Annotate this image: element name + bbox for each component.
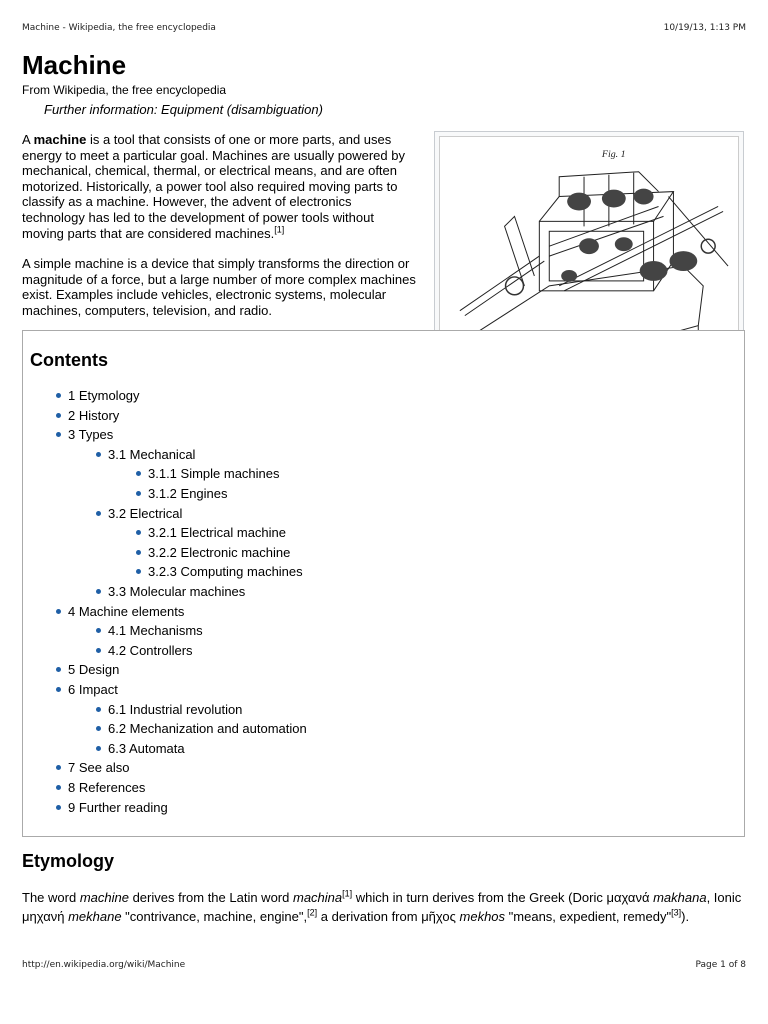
- toc-item-see-also[interactable]: [56, 758, 129, 778]
- toc-item-label: 9 Further reading: [68, 799, 168, 815]
- bullet-icon: [136, 569, 141, 574]
- etym-ref-link[interactable]: [3]: [671, 907, 682, 918]
- toc-item-mechanical[interactable]: [96, 445, 195, 465]
- etym-greek: μῆχος: [421, 909, 456, 924]
- toc-item-label: 4 Machine elements: [68, 603, 185, 619]
- toc-item-label: 6 Impact: [68, 682, 118, 697]
- bullet-icon: [56, 805, 61, 810]
- toc-item-label: 3.1.2 Engines: [148, 486, 228, 501]
- toc-item-label: 4.1 Mechanisms: [108, 623, 203, 639]
- bullet-icon: [56, 393, 61, 398]
- print-header-title: Machine - Wikipedia, the free encyclopedia: [22, 23, 216, 33]
- print-header-datetime: 10/19/13, 1:13 PM: [663, 23, 746, 33]
- etymology-paragraph: [22, 888, 752, 926]
- intro1-ref-link[interactable]: [1]: [274, 224, 285, 235]
- bullet-icon: [56, 765, 61, 770]
- toc-item-industrial-revolution[interactable]: [96, 700, 242, 720]
- toc-item-types[interactable]: [56, 425, 113, 445]
- etym-text: "contrivance, machine, engine",: [121, 909, 308, 924]
- intro1-body: is a tool that consists of one or more parts, and uses energy to meet a particular goal. Machines are usually powered by mechanical, chemical, thermal, or electrical means, and are often motorized. Historically, a power tool also required moving parts to classify as a machine. However, the advent of electronics technology has led to the development of power tools without moving parts that are considered machines.: [22, 132, 405, 241]
- toc-item-machine-elements[interactable]: [56, 602, 184, 622]
- etym-text: ).: [681, 909, 690, 924]
- bullet-icon: [136, 530, 141, 535]
- etym-text: The word: [22, 890, 80, 905]
- etym-greek: μαχανά: [606, 890, 650, 905]
- page-title: Machine: [22, 50, 127, 80]
- etym-text: derives from the Latin word: [128, 890, 293, 905]
- toc-item-references[interactable]: [56, 778, 145, 798]
- toc-item-label: 3.2.3 Computing machines: [148, 564, 303, 580]
- bullet-icon: [136, 471, 141, 476]
- etym-term: mekhos: [459, 909, 506, 924]
- bullet-icon: [136, 550, 141, 555]
- intro1-pre: A: [22, 132, 34, 147]
- fig-label: Fig. 1: [601, 148, 626, 160]
- toc-item-electrical-machine[interactable]: [136, 523, 286, 543]
- etym-ref-link[interactable]: [2]: [307, 907, 318, 918]
- toc-item-mechanization-automation[interactable]: [96, 719, 307, 739]
- etym-text: which in turn derives from the Greek (Doric: [352, 890, 607, 905]
- page-subtitle: From Wikipedia, the free encyclopedia: [22, 83, 227, 97]
- toc-item-label: 6.1 Industrial revolution: [108, 701, 243, 717]
- toc-item-label: 5 Design: [68, 662, 120, 678]
- intro-paragraph-2: A simple machine is a device that simply transforms the direction or magnitude of a force, but a large number of more complex machines exist. Examples include vehicles, electronic systems, molecular machines, computers, television, and radio.: [22, 256, 416, 318]
- toc-item-label: 3.3 Molecular machines: [108, 584, 246, 599]
- print-footer: [22, 960, 746, 970]
- table-of-contents: [22, 330, 745, 837]
- toc-item-history[interactable]: [56, 406, 119, 426]
- toc-item-label: 3.2.1 Electrical machine: [148, 525, 287, 541]
- toc-item-simple-machines[interactable]: [136, 464, 280, 484]
- print-header: [22, 23, 746, 33]
- etym-text: , Ionic: [706, 890, 742, 905]
- toc-item-label: 3.2 Electrical: [108, 505, 183, 521]
- toc-item-label: 8 References: [68, 780, 146, 795]
- bullet-icon: [56, 432, 61, 437]
- toc-item-label: 7 See also: [68, 760, 130, 776]
- print-footer-url[interactable]: http://en.wikipedia.org/wiki/Machine: [22, 960, 186, 970]
- toc-item-electrical[interactable]: [96, 504, 182, 524]
- toc-item-label: 6.3 Automata: [108, 740, 185, 756]
- print-footer-page: Page 1 of 8: [695, 960, 746, 970]
- bullet-icon: [96, 628, 101, 633]
- bullet-icon: [96, 589, 101, 594]
- bullet-icon: [136, 491, 141, 496]
- toc-item-label: 3.1 Mechanical: [108, 446, 196, 462]
- etym-term: makhana: [653, 890, 707, 905]
- etym-text: a derivation from: [317, 909, 422, 924]
- toc-item-label: 1 Etymology: [68, 388, 140, 403]
- toc-item-controllers[interactable]: [96, 641, 193, 661]
- intro1-bold-term: machine: [33, 132, 87, 147]
- bullet-icon: [56, 609, 61, 614]
- intro-paragraph-1: [22, 132, 417, 241]
- toc-item-electronic-machine[interactable]: [136, 543, 290, 563]
- etym-term: machina: [292, 890, 343, 905]
- bullet-icon: [96, 707, 101, 712]
- bullet-icon: [96, 511, 101, 516]
- toc-item-etymology[interactable]: [56, 386, 140, 406]
- etym-text: "means, expedient, remedy": [505, 909, 672, 924]
- toc-item-molecular-machines[interactable]: [96, 582, 245, 602]
- toc-item-automata[interactable]: [96, 739, 185, 759]
- etym-term: machine: [79, 890, 129, 905]
- toc-item-design[interactable]: [56, 660, 119, 680]
- toc-item-computing-machines[interactable]: [136, 562, 303, 582]
- bullet-icon: [96, 726, 101, 731]
- toc-title: Contents: [30, 350, 108, 370]
- bullet-icon: [56, 687, 61, 692]
- toc-item-label: 3.2.2 Electronic machine: [148, 544, 291, 560]
- bullet-icon: [96, 746, 101, 751]
- bullet-icon: [96, 648, 101, 653]
- toc-item-label: 3.1.1 Simple machines: [148, 466, 280, 482]
- toc-item-label: 2 History: [68, 407, 120, 423]
- toc-item-further-reading[interactable]: [56, 798, 168, 818]
- hatnote-link[interactable]: Further information: Equipment (disambiguation): [44, 102, 323, 117]
- section-heading-etymology: Etymology: [22, 851, 115, 871]
- toc-item-label: 4.2 Controllers: [108, 642, 193, 658]
- toc-item-mechanisms[interactable]: [96, 621, 203, 641]
- bullet-icon: [56, 785, 61, 790]
- toc-item-label: 3 Types: [68, 427, 114, 443]
- etym-term: mekhane: [68, 909, 122, 924]
- bullet-icon: [56, 667, 61, 672]
- toc-item-engines[interactable]: [136, 484, 228, 504]
- etym-ref-link[interactable]: [1]: [342, 888, 353, 899]
- toc-item-label: 6.2 Mechanization and automation: [108, 721, 307, 737]
- toc-item-impact[interactable]: [56, 680, 118, 700]
- bullet-icon: [96, 452, 101, 457]
- bullet-icon: [56, 413, 61, 418]
- etym-greek: μηχανή: [22, 909, 65, 924]
